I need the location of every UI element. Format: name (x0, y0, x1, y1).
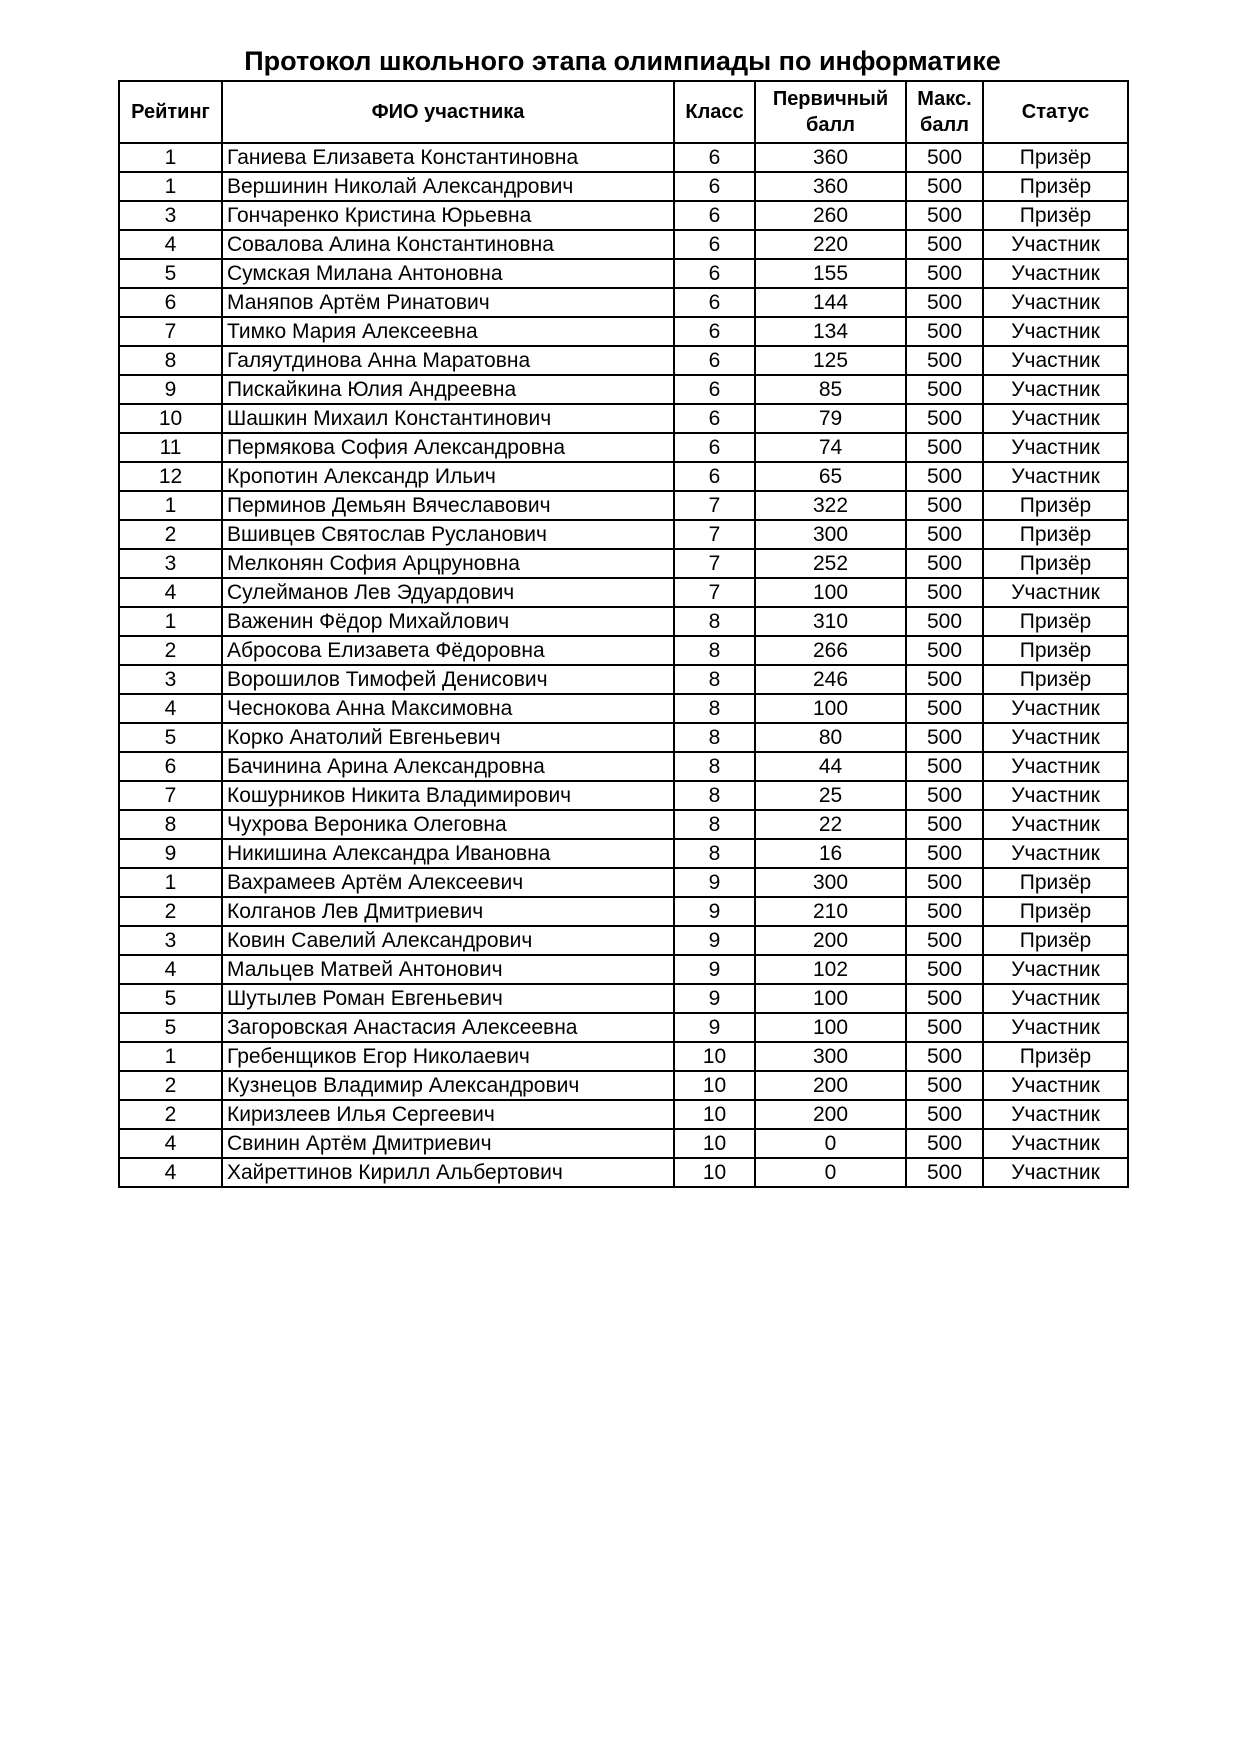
cell-score: 246 (755, 665, 906, 694)
cell-status: Участник (983, 1158, 1128, 1187)
cell-status: Участник (983, 259, 1128, 288)
cell-score: 260 (755, 201, 906, 230)
cell-score: 360 (755, 143, 906, 172)
cell-score: 266 (755, 636, 906, 665)
table-row (119, 1071, 1128, 1100)
cell-rank: 6 (119, 752, 222, 781)
cell-rank: 12 (119, 462, 222, 491)
cell-score: 220 (755, 230, 906, 259)
cell-rank: 9 (119, 839, 222, 868)
cell-name: Бачинина Арина Александровна (222, 752, 674, 781)
cell-score: 310 (755, 607, 906, 636)
cell-name: Совалова Алина Константиновна (222, 230, 674, 259)
cell-score: 210 (755, 897, 906, 926)
cell-max: 500 (906, 1100, 983, 1129)
cell-rank: 5 (119, 1013, 222, 1042)
cell-name: Колганов Лев Дмитриевич (222, 897, 674, 926)
table-row (119, 1100, 1128, 1129)
cell-name: Хайреттинов Кирилл Альбертович (222, 1158, 674, 1187)
cell-score: 100 (755, 1013, 906, 1042)
table-row (119, 143, 1128, 172)
cell-name: Галяутдинова Анна Маратовна (222, 346, 674, 375)
cell-score: 85 (755, 375, 906, 404)
cell-grade: 9 (674, 897, 755, 926)
cell-status: Участник (983, 752, 1128, 781)
cell-status: Участник (983, 955, 1128, 984)
cell-status: Призёр (983, 491, 1128, 520)
cell-score: 252 (755, 549, 906, 578)
cell-name: Сумская Милана Антоновна (222, 259, 674, 288)
cell-max: 500 (906, 462, 983, 491)
cell-name: Корко Анатолий Евгеньевич (222, 723, 674, 752)
cell-max: 500 (906, 317, 983, 346)
cell-grade: 10 (674, 1071, 755, 1100)
cell-rank: 4 (119, 694, 222, 723)
cell-grade: 6 (674, 375, 755, 404)
cell-grade: 6 (674, 288, 755, 317)
cell-status: Призёр (983, 201, 1128, 230)
cell-name: Кропотин Александр Ильич (222, 462, 674, 491)
cell-status: Участник (983, 346, 1128, 375)
cell-score: 200 (755, 926, 906, 955)
cell-max: 500 (906, 781, 983, 810)
header-grade: Класс (674, 81, 755, 143)
cell-rank: 1 (119, 1042, 222, 1071)
cell-score: 79 (755, 404, 906, 433)
cell-grade: 8 (674, 723, 755, 752)
cell-score: 300 (755, 1042, 906, 1071)
cell-name: Ворошилов Тимофей Денисович (222, 665, 674, 694)
cell-name: Шашкин Михаил Константинович (222, 404, 674, 433)
cell-max: 500 (906, 897, 983, 926)
cell-rank: 2 (119, 1100, 222, 1129)
cell-score: 22 (755, 810, 906, 839)
cell-grade: 9 (674, 1013, 755, 1042)
table-row (119, 1013, 1128, 1042)
cell-grade: 10 (674, 1042, 755, 1071)
cell-name: Гребенщиков Егор Николаевич (222, 1042, 674, 1071)
cell-name: Мальцев Матвей Антонович (222, 955, 674, 984)
cell-status: Призёр (983, 549, 1128, 578)
cell-grade: 9 (674, 955, 755, 984)
cell-status: Призёр (983, 520, 1128, 549)
cell-max: 500 (906, 143, 983, 172)
cell-status: Участник (983, 839, 1128, 868)
cell-rank: 4 (119, 1158, 222, 1187)
cell-name: Важенин Фёдор Михайлович (222, 607, 674, 636)
cell-grade: 9 (674, 984, 755, 1013)
cell-status: Призёр (983, 143, 1128, 172)
cell-rank: 1 (119, 607, 222, 636)
table-row (119, 1158, 1128, 1187)
cell-max: 500 (906, 375, 983, 404)
cell-score: 0 (755, 1129, 906, 1158)
cell-grade: 7 (674, 520, 755, 549)
cell-grade: 7 (674, 578, 755, 607)
cell-grade: 7 (674, 549, 755, 578)
cell-name: Ковин Савелий Александрович (222, 926, 674, 955)
cell-score: 0 (755, 1158, 906, 1187)
cell-max: 500 (906, 433, 983, 462)
cell-rank: 4 (119, 955, 222, 984)
cell-grade: 8 (674, 752, 755, 781)
cell-rank: 4 (119, 1129, 222, 1158)
cell-max: 500 (906, 578, 983, 607)
cell-rank: 1 (119, 868, 222, 897)
cell-rank: 9 (119, 375, 222, 404)
cell-rank: 2 (119, 897, 222, 926)
cell-max: 500 (906, 694, 983, 723)
cell-status: Призёр (983, 172, 1128, 201)
cell-grade: 9 (674, 926, 755, 955)
table-row (119, 433, 1128, 462)
table-row (119, 607, 1128, 636)
cell-status: Призёр (983, 665, 1128, 694)
cell-max: 500 (906, 752, 983, 781)
cell-name: Загоровская Анастасия Алексеевна (222, 1013, 674, 1042)
cell-grade: 8 (674, 694, 755, 723)
cell-status: Участник (983, 694, 1128, 723)
cell-max: 500 (906, 259, 983, 288)
table-row (119, 1042, 1128, 1071)
cell-score: 80 (755, 723, 906, 752)
cell-grade: 10 (674, 1129, 755, 1158)
cell-status: Участник (983, 375, 1128, 404)
cell-max: 500 (906, 1071, 983, 1100)
cell-score: 125 (755, 346, 906, 375)
cell-rank: 5 (119, 984, 222, 1013)
cell-rank: 3 (119, 549, 222, 578)
cell-status: Участник (983, 1100, 1128, 1129)
table-row (119, 520, 1128, 549)
cell-rank: 7 (119, 317, 222, 346)
cell-grade: 6 (674, 143, 755, 172)
cell-max: 500 (906, 230, 983, 259)
cell-status: Призёр (983, 926, 1128, 955)
cell-grade: 7 (674, 491, 755, 520)
cell-rank: 5 (119, 723, 222, 752)
cell-rank: 6 (119, 288, 222, 317)
cell-name: Гончаренко Кристина Юрьевна (222, 201, 674, 230)
cell-rank: 2 (119, 520, 222, 549)
header-rank: Рейтинг (119, 81, 222, 143)
cell-max: 500 (906, 520, 983, 549)
header-name: ФИО участника (222, 81, 674, 143)
cell-status: Участник (983, 781, 1128, 810)
cell-score: 200 (755, 1100, 906, 1129)
cell-grade: 6 (674, 433, 755, 462)
cell-status: Участник (983, 578, 1128, 607)
cell-score: 102 (755, 955, 906, 984)
table-row (119, 578, 1128, 607)
cell-max: 500 (906, 607, 983, 636)
cell-max: 500 (906, 1129, 983, 1158)
cell-rank: 1 (119, 491, 222, 520)
cell-max: 500 (906, 868, 983, 897)
cell-rank: 8 (119, 346, 222, 375)
table-row (119, 201, 1128, 230)
cell-grade: 6 (674, 172, 755, 201)
cell-max: 500 (906, 955, 983, 984)
cell-name: Перминов Демьян Вячеславович (222, 491, 674, 520)
table-row (119, 317, 1128, 346)
cell-grade: 6 (674, 346, 755, 375)
cell-grade: 10 (674, 1158, 755, 1187)
cell-max: 500 (906, 839, 983, 868)
cell-max: 500 (906, 1158, 983, 1187)
cell-score: 200 (755, 1071, 906, 1100)
cell-score: 144 (755, 288, 906, 317)
cell-max: 500 (906, 665, 983, 694)
cell-max: 500 (906, 723, 983, 752)
cell-status: Призёр (983, 636, 1128, 665)
page-title: Протокол школьного этапа олимпиады по информатике (244, 46, 1001, 76)
cell-grade: 6 (674, 201, 755, 230)
cell-grade: 8 (674, 781, 755, 810)
cell-name: Ганиева Елизавета Константиновна (222, 143, 674, 172)
cell-max: 500 (906, 201, 983, 230)
cell-rank: 1 (119, 143, 222, 172)
cell-grade: 10 (674, 1100, 755, 1129)
cell-name: Мелконян София Арцруновна (222, 549, 674, 578)
table-row (119, 172, 1128, 201)
cell-name: Шутылев Роман Евгеньевич (222, 984, 674, 1013)
cell-status: Участник (983, 723, 1128, 752)
cell-rank: 4 (119, 578, 222, 607)
cell-status: Участник (983, 984, 1128, 1013)
cell-grade: 8 (674, 839, 755, 868)
table-row (119, 462, 1128, 491)
cell-name: Свинин Артём Дмитриевич (222, 1129, 674, 1158)
results-table (118, 80, 1129, 1188)
cell-grade: 8 (674, 665, 755, 694)
cell-status: Участник (983, 1013, 1128, 1042)
cell-status: Призёр (983, 607, 1128, 636)
cell-status: Участник (983, 433, 1128, 462)
cell-grade: 8 (674, 810, 755, 839)
table-row (119, 810, 1128, 839)
table-row (119, 491, 1128, 520)
cell-rank: 3 (119, 201, 222, 230)
cell-rank: 7 (119, 781, 222, 810)
table-row (119, 694, 1128, 723)
cell-status: Призёр (983, 897, 1128, 926)
table-row (119, 665, 1128, 694)
table-row (119, 375, 1128, 404)
table-row (119, 404, 1128, 433)
table-row (119, 259, 1128, 288)
table-row (119, 636, 1128, 665)
cell-status: Участник (983, 810, 1128, 839)
cell-grade: 9 (674, 868, 755, 897)
cell-grade: 6 (674, 259, 755, 288)
cell-score: 74 (755, 433, 906, 462)
cell-status: Участник (983, 462, 1128, 491)
cell-rank: 10 (119, 404, 222, 433)
table-row (119, 897, 1128, 926)
cell-score: 100 (755, 578, 906, 607)
cell-max: 500 (906, 1042, 983, 1071)
cell-score: 65 (755, 462, 906, 491)
cell-name: Маняпов Артём Ринатович (222, 288, 674, 317)
cell-rank: 3 (119, 665, 222, 694)
cell-max: 500 (906, 1013, 983, 1042)
cell-status: Участник (983, 1071, 1128, 1100)
cell-max: 500 (906, 549, 983, 578)
table-row (119, 346, 1128, 375)
table-row (119, 288, 1128, 317)
cell-rank: 1 (119, 172, 222, 201)
table-row (119, 1129, 1128, 1158)
cell-score: 100 (755, 694, 906, 723)
cell-grade: 8 (674, 636, 755, 665)
cell-grade: 8 (674, 607, 755, 636)
cell-max: 500 (906, 984, 983, 1013)
table-row (119, 781, 1128, 810)
cell-score: 100 (755, 984, 906, 1013)
cell-status: Участник (983, 230, 1128, 259)
header-status: Статус (983, 81, 1128, 143)
table-row (119, 549, 1128, 578)
cell-score: 322 (755, 491, 906, 520)
cell-score: 360 (755, 172, 906, 201)
cell-name: Абросова Елизавета Фёдоровна (222, 636, 674, 665)
cell-status: Участник (983, 288, 1128, 317)
cell-status: Призёр (983, 1042, 1128, 1071)
cell-max: 500 (906, 288, 983, 317)
cell-score: 134 (755, 317, 906, 346)
table-body (119, 143, 1128, 1187)
cell-name: Пискайкина Юлия Андреевна (222, 375, 674, 404)
table-row (119, 230, 1128, 259)
cell-status: Участник (983, 1129, 1128, 1158)
cell-score: 155 (755, 259, 906, 288)
cell-name: Сулейманов Лев Эдуардович (222, 578, 674, 607)
cell-rank: 4 (119, 230, 222, 259)
cell-rank: 11 (119, 433, 222, 462)
cell-score: 300 (755, 868, 906, 897)
table-row (119, 723, 1128, 752)
table-row (119, 868, 1128, 897)
header-score: Первичный балл (755, 81, 906, 143)
cell-rank: 8 (119, 810, 222, 839)
cell-rank: 3 (119, 926, 222, 955)
cell-max: 500 (906, 491, 983, 520)
cell-name: Пермякова София Александровна (222, 433, 674, 462)
cell-name: Вшивцев Святослав Русланович (222, 520, 674, 549)
table-row (119, 752, 1128, 781)
cell-grade: 6 (674, 230, 755, 259)
cell-max: 500 (906, 636, 983, 665)
cell-status: Участник (983, 317, 1128, 346)
cell-score: 44 (755, 752, 906, 781)
cell-max: 500 (906, 404, 983, 433)
cell-name: Чухрова Вероника Олеговна (222, 810, 674, 839)
cell-max: 500 (906, 172, 983, 201)
cell-score: 16 (755, 839, 906, 868)
cell-name: Никишина Александра Ивановна (222, 839, 674, 868)
cell-name: Тимко Мария Алексеевна (222, 317, 674, 346)
cell-name: Вершинин Николай Александрович (222, 172, 674, 201)
cell-max: 500 (906, 926, 983, 955)
table-row (119, 984, 1128, 1013)
cell-status: Участник (983, 404, 1128, 433)
cell-rank: 2 (119, 636, 222, 665)
table-row (119, 839, 1128, 868)
table-row (119, 926, 1128, 955)
cell-name: Киризлеев Илья Сергеевич (222, 1100, 674, 1129)
cell-name: Кузнецов Владимир Александрович (222, 1071, 674, 1100)
header-max: Макс. балл (906, 81, 983, 143)
cell-score: 25 (755, 781, 906, 810)
cell-rank: 2 (119, 1071, 222, 1100)
cell-score: 300 (755, 520, 906, 549)
cell-grade: 6 (674, 317, 755, 346)
cell-name: Кошурников Никита Владимирович (222, 781, 674, 810)
table-row (119, 955, 1128, 984)
cell-name: Чеснокова Анна Максимовна (222, 694, 674, 723)
table-header-row (119, 81, 1128, 143)
cell-max: 500 (906, 346, 983, 375)
cell-rank: 5 (119, 259, 222, 288)
cell-status: Призёр (983, 868, 1128, 897)
cell-grade: 6 (674, 462, 755, 491)
cell-max: 500 (906, 810, 983, 839)
cell-name: Вахрамеев Артём Алексеевич (222, 868, 674, 897)
cell-grade: 6 (674, 404, 755, 433)
